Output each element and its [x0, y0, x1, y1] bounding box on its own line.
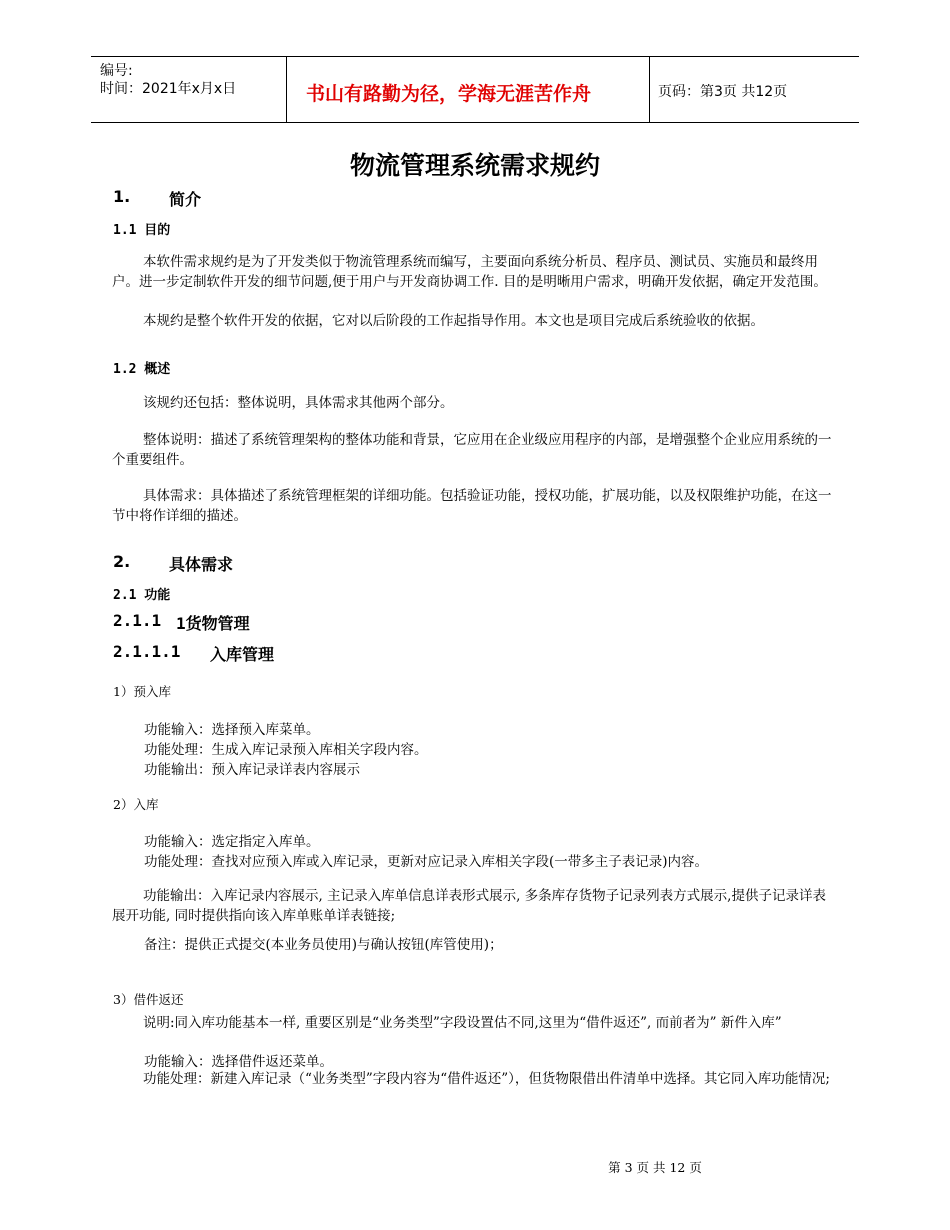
- section-2-title: 具体需求: [169, 555, 234, 574]
- section-2-1-1-1-number: 2.1.1.1: [113, 642, 181, 661]
- section-1-1-heading: 1.1 目的: [113, 223, 171, 238]
- section-2-number: 2.: [113, 552, 131, 571]
- item-3-process: 功能处理：新建入库记录（“业务类型”字段内容为“借件返还”），但货物限借出件清单中选择。其它同入库功能情况;: [143, 1071, 830, 1087]
- header-page-info: 页码：第3页 共12页: [658, 84, 788, 100]
- overview-paragraph-2: 整体说明：描述了系统管理架构的整体功能和背景，它应用在企业级应用程序的内部，是增强整个企业应用系统的一个重要组件。: [112, 432, 832, 468]
- document-title: 物流管理系统需求规约: [349, 151, 600, 180]
- header-time-label: 时间：2021年x月x日: [100, 81, 237, 97]
- header-top-rule: [91, 56, 859, 57]
- section-2-1-heading: 2.1 功能: [113, 588, 171, 603]
- item-1-output: 功能输出：预入库记录详表内容展示: [144, 762, 360, 778]
- item-2-note: 备注：提供正式提交(本业务员使用)与确认按钮(库管使用)；: [144, 937, 503, 953]
- item-2-title: 2）入库: [113, 797, 159, 812]
- item-1-title: 1）预入库: [113, 684, 171, 699]
- section-2-1-1-number: 2.1.1: [113, 611, 162, 630]
- item-3-input: 功能输入：选择借件返还菜单。: [144, 1054, 333, 1070]
- section-2-1-1-1-title: 入库管理: [210, 645, 275, 664]
- header-bottom-rule: [91, 122, 859, 123]
- item-1-input: 功能输入：选择预入库菜单。: [144, 722, 320, 738]
- section-1-title: 简介: [169, 190, 202, 209]
- section-1-number: 1.: [113, 187, 131, 206]
- item-3-description: 说明:同入库功能基本一样, 重要区别是“业务类型”字段设置估不同,这里为“借件返还”, 而前者为” 新件入库”: [143, 1015, 782, 1031]
- purpose-paragraph-1: 本软件需求规约是为了开发类似于物流管理系统而编写，主要面向系统分析员、程序员、测试员、实施员和最终用户。进一步定制软件开发的细节问题,便于用户与开发商协调工作. 目的是明晰用户需求，明确开发依据，确定开发范围。: [112, 254, 827, 290]
- section-1-2-heading: 1.2 概述: [113, 362, 171, 377]
- item-1-process: 功能处理：生成入库记录预入库相关字段内容。: [144, 742, 428, 758]
- item-3-title: 3）借件返还: [113, 992, 184, 1007]
- item-2-output: 功能输出：入库记录内容展示, 主记录入库单信息详表形式展示, 多条库存货物子记录列表方式展示,提供子记录详表展开功能, 同时提供指向该入库单账单详表链接;: [112, 888, 826, 924]
- header-divider-left: [286, 57, 287, 122]
- header-code-label: 编号:: [100, 63, 133, 79]
- overview-paragraph-3: 具体需求：具体描述了系统管理框架的详细功能。包括验证功能，授权功能，扩展功能，以及权限维护功能，在这一节中将作详细的描述。: [112, 488, 832, 524]
- section-2-1-1-title: 1货物管理: [176, 614, 250, 633]
- overview-paragraph-1: 该规约还包括：整体说明，具体需求其他两个部分。: [143, 395, 454, 411]
- purpose-paragraph-2: 本规约是整个软件开发的依据，它对以后阶段的工作起指导作用。本文也是项目完成后系统验收的依据。: [143, 313, 764, 329]
- item-2-input: 功能输入：选定指定入库单。: [144, 834, 320, 850]
- page-footer: 第 3 页 共 12 页: [608, 1160, 702, 1175]
- header-motto: 书山有路勤为径，学海无涯苦作舟: [306, 83, 592, 105]
- item-2-process: 功能处理：查找对应预入库或入库记录，更新对应记录入库相关字段(一带多主子表记录)内容。: [144, 854, 709, 870]
- header-divider-right: [649, 57, 650, 122]
